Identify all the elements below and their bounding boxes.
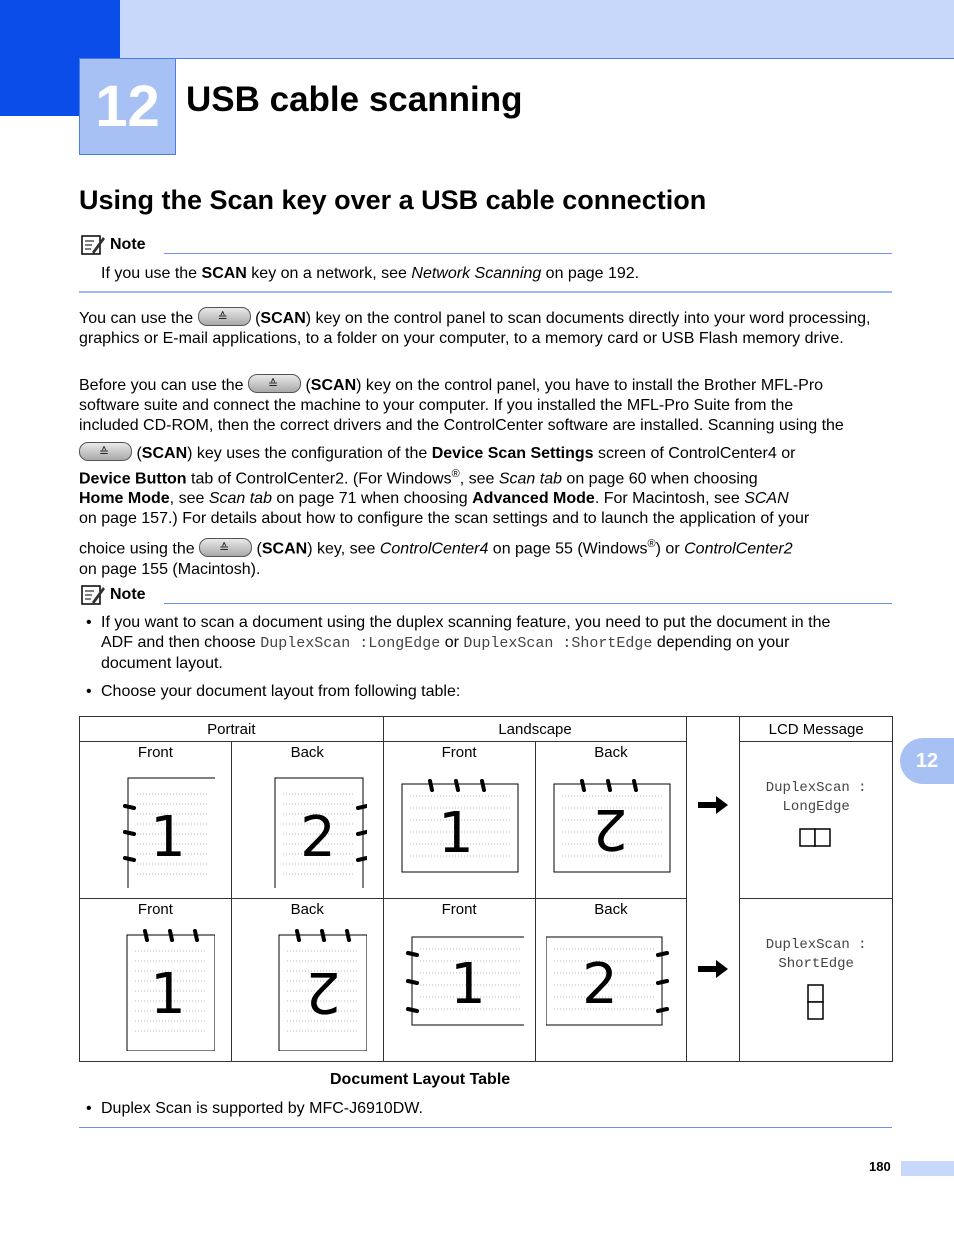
lcd-header: LCD Message xyxy=(740,717,893,742)
page-portrait-1-icon xyxy=(95,764,215,888)
lcd-shortedge-line-2: ShortEdge xyxy=(778,956,854,972)
note-pencil-icon xyxy=(80,583,106,607)
svg-text:2: 2 xyxy=(582,952,618,1017)
chapter-side-tab: 12 xyxy=(900,738,954,784)
cell-portrait-long-back: Back 2 xyxy=(231,742,383,899)
note-1-text: If you use the SCAN key on a network, see Network Scanning on page 192. xyxy=(101,265,640,282)
table-caption: Document Layout Table xyxy=(330,1071,511,1088)
landscape-header: Landscape xyxy=(383,717,687,742)
chapter-title: USB cable scanning xyxy=(186,80,523,119)
cell-portrait-short-back: Back 2 xyxy=(231,899,383,1062)
page-portrait-2-rotated-icon xyxy=(247,921,367,1051)
page-landscape-1-icon xyxy=(394,764,524,888)
cell-landscape-long-front: Front 1 xyxy=(383,742,535,899)
scan-key-icon xyxy=(248,374,301,393)
paragraph-2: Before you can use the ≙ (SCAN) key on the control panel, you have to install the Brother MFL-Pro software suite and connect the machine to your computer. If you installed the MFL-Pro Suite from the included CD-ROM, then the correct drivers and the ControlCenter software are installed. Scanning using the ≙ (SCAN) key uses the configuration of the Device Scan Settings screen of ControlCenter4 or Device Button tab of ControlCenter2. (For Windows®, see Scan tab on page 60 when choosing Home Mode, see Scan tab on page 71 when choosing Advanced Mode. For Macintosh, see SCAN on page 157.) For details about how to configure the scan settings and to launch the application of your choice using the ≙ (SCAN) key, see ControlCenter4 on page 55 (Windows®) or ControlCenter2 on page 155 (Macintosh). xyxy=(79,374,894,580)
lcd-shortedge-line-1: DuplexScan : xyxy=(765,937,867,953)
arrow-right-icon xyxy=(696,958,730,980)
cell-landscape-long-back: Back 2 xyxy=(535,742,687,899)
svg-text:2: 2 xyxy=(592,796,628,861)
cell-lcd-longedge xyxy=(740,742,893,899)
cell-landscape-short-front: Front 1 xyxy=(383,899,535,1062)
note-1-rule xyxy=(164,253,892,254)
note-2-heading xyxy=(80,583,146,607)
long-edge-icon xyxy=(799,827,833,849)
chapter-number-box xyxy=(79,58,176,155)
lcd-longedge-line-1: DuplexScan : xyxy=(765,780,867,796)
short-edge-icon xyxy=(805,984,827,1024)
svg-text:1: 1 xyxy=(150,962,187,1027)
page-landscape-2-icon xyxy=(546,921,676,1051)
svg-text:1: 1 xyxy=(438,801,474,866)
paragraph-1: You can use the ≙ (SCAN) key on the control panel to scan documents directly into your word processing, graphics or E-mail applications, to a folder on your computer, to a memory card or USB Flash memory drive. xyxy=(79,307,891,349)
note-1 xyxy=(80,233,892,284)
section-title: Using the Scan key over a USB cable connection xyxy=(79,185,707,215)
chapter-number: 12 xyxy=(95,74,160,139)
note-2-bullet-2: • Choose your document layout from following table: xyxy=(86,683,461,700)
svg-text:2: 2 xyxy=(305,959,342,1024)
page-portrait-1-icon xyxy=(95,921,215,1051)
lcd-longedge-line-2: LongEdge xyxy=(782,799,850,815)
document-layout-table xyxy=(79,716,893,1062)
note-2 xyxy=(80,583,892,702)
note-1-label: Note xyxy=(110,236,146,253)
cell-portrait-short-front: Front 1 xyxy=(80,899,232,1062)
arrow-column xyxy=(687,717,740,1062)
page-number-bar xyxy=(901,1161,954,1176)
note-2-bullet-1: • If you want to scan a document using the duplex scanning feature, you need to put the document in the ADF and then choose DuplexScan :LongEdge or DuplexScan :ShortEdge depending on your document layout. xyxy=(86,614,831,672)
page-landscape-1-icon xyxy=(394,921,524,1051)
note-pencil-icon xyxy=(80,233,106,257)
page-number: 180 xyxy=(869,1159,891,1174)
header-band-light xyxy=(120,0,954,59)
page-landscape-2-rotated-icon xyxy=(546,764,676,888)
footer-bullet: • Duplex Scan is supported by MFC-J6910DW. xyxy=(86,1100,423,1117)
page-portrait-2-icon xyxy=(247,764,367,888)
cell-portrait-long-front: Front 1 xyxy=(80,742,232,899)
footer-separator xyxy=(79,1127,892,1128)
cell-landscape-short-back: Back 2 xyxy=(535,899,687,1062)
scan-key-icon xyxy=(198,307,251,326)
cell-lcd-shortedge xyxy=(740,899,893,1062)
arrow-right-icon xyxy=(696,794,730,816)
note-1-heading xyxy=(80,233,146,257)
scan-key-icon xyxy=(199,538,252,557)
note-2-rule xyxy=(164,603,892,604)
svg-text:1: 1 xyxy=(150,805,187,870)
svg-text:2: 2 xyxy=(300,805,337,870)
note-1-separator xyxy=(79,291,892,293)
note-2-label: Note xyxy=(110,586,146,603)
scan-key-icon xyxy=(79,442,132,461)
portrait-header: Portrait xyxy=(80,717,384,742)
svg-text:1: 1 xyxy=(450,952,486,1017)
